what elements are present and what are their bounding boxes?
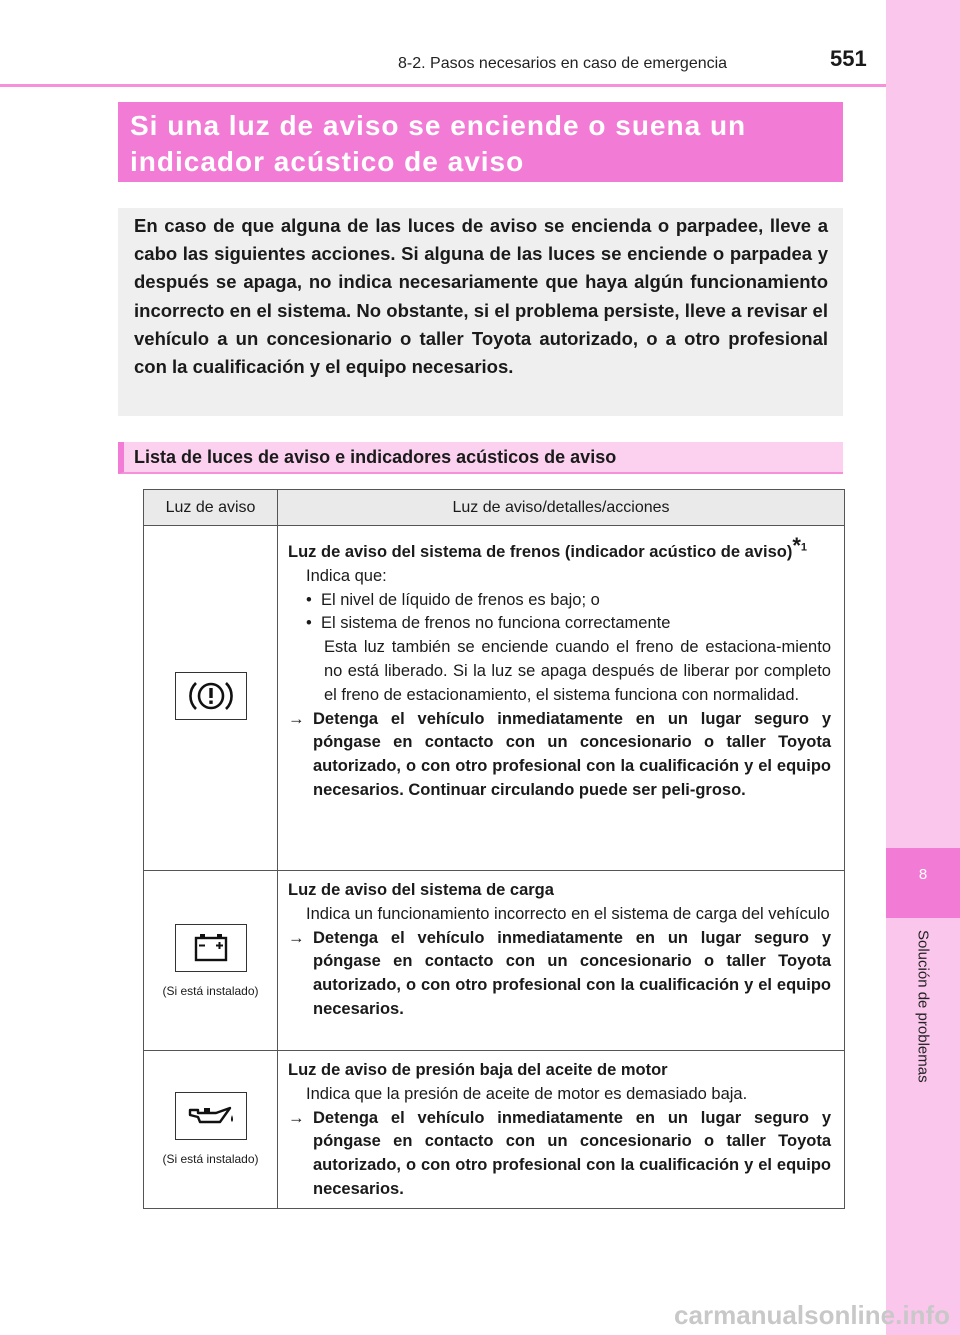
description-cell [278, 526, 845, 871]
header-divider [0, 84, 886, 87]
main-heading [118, 102, 843, 182]
action-text: → Detenga el vehículo inmediatamente en un lugar seguro y póngase en contacto con un concesionario o taller Toyota autorizado, o con otro profesional con la cualificación y el equipo necesarios. [288, 1108, 831, 1198]
icon-cell [144, 526, 278, 871]
table-row [144, 1051, 845, 1209]
oil-can-icon [175, 1092, 247, 1140]
sub-heading [118, 442, 843, 474]
detail-note: Esta luz también se enciende cuando el freno de estaciona-miento no está liberado. Si la luz se apaga después de liberar por completo el freno de estacionamiento, el sistema funciona con normalidad. [324, 638, 831, 704]
watermark: carmanualsonline.info [674, 1300, 950, 1330]
description-cell [278, 871, 845, 1051]
table-header-row [144, 490, 845, 526]
chapter-number: 8 [918, 866, 928, 883]
icon-caption: (Si está instalado) [162, 983, 259, 998]
main-heading-line2: indicador acústico de aviso [130, 146, 525, 177]
icon-cell [144, 871, 278, 1051]
chapter-side-tab [886, 0, 960, 1335]
description-cell [278, 1051, 845, 1209]
main-heading-line1: Si una luz de aviso se enciende o suena un [130, 110, 747, 141]
section-title: 8-2. Pasos necesarios en caso de emergencia [398, 55, 728, 72]
icon-cell [144, 1051, 278, 1209]
col-header-light: Luz de aviso [144, 490, 278, 526]
chapter-title: Solución de problemas [914, 930, 932, 1083]
detail-line: Indica un funcionamiento incorrecto en el sistema de carga del vehículo [306, 904, 830, 923]
chapter-tab-active[interactable] [886, 848, 960, 918]
col-header-details: Luz de aviso/detalles/acciones [278, 490, 845, 526]
row-title: Luz de aviso del sistema de frenos (indicador acústico de aviso)*$^1$ [288, 533, 808, 561]
action-text: → Detenga el vehículo inmediatamente en un lugar seguro y póngase en contacto con un concesionario o taller Toyota autorizado, o con otro profesional con la cualificación y el equipo necesarios. Continuar circulando puede ser peli-groso. [288, 709, 831, 799]
bullet-item: • El nivel de líquido de frenos es bajo; o [306, 590, 600, 609]
battery-icon [175, 924, 247, 972]
row-title: Luz de aviso del sistema de carga [288, 881, 554, 899]
sub-heading-text: Lista de luces de aviso e indicadores acústicos de aviso [134, 447, 617, 467]
intro-text: En caso de que alguna de las luces de aviso se encienda o parpadee, lleve a cabo las siguientes acciones. Si alguna de las luces se enciende o parpadea y después se apaga, no indica necesariamente que haya algún funcionamiento incorrecto en el sistema. No obstante, si el problema persiste, lleve a revisar el vehículo a un concesionario o taller Toyota autorizado, o a otro profesional con la cualificación y el equipo necesarios. [134, 215, 828, 378]
icon-caption: (Si está instalado) [162, 1152, 259, 1167]
row-title: Luz de aviso de presión baja del aceite de motor [288, 1061, 668, 1079]
brake-warning-icon [175, 672, 247, 720]
detail-line: Indica que la presión de aceite de motor es demasiado baja. [306, 1084, 748, 1103]
detail-line: Indica que: [306, 566, 387, 585]
intro-box [118, 208, 843, 416]
table-row [144, 871, 845, 1051]
table-row [144, 526, 845, 871]
action-text: → Detenga el vehículo inmediatamente en un lugar seguro y póngase en contacto con un concesionario o taller Toyota autorizado, o con otro profesional con la cualificación y el equipo necesarios. [288, 928, 831, 1018]
bullet-item: • El sistema de frenos no funciona correctamente [306, 614, 671, 633]
warning-lights-table [143, 489, 845, 1209]
page-number: 551 [830, 46, 867, 71]
